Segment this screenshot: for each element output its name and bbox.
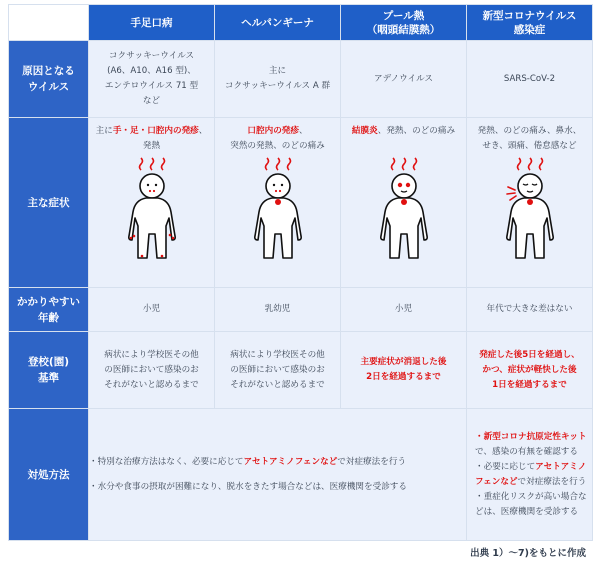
age-covid: 年代で大きな差はない (467, 288, 593, 332)
row-header-line: かかりやすい (17, 295, 80, 308)
row-cause (9, 41, 593, 118)
source-note: 出典 1）～7)をもとに作成 (470, 548, 586, 559)
row-age (9, 288, 593, 332)
row-header-line: 原因となる (22, 65, 75, 77)
person-red-eyes-icon (369, 156, 439, 260)
comparison-table (8, 4, 593, 541)
cause-herpangina: 主に コクサッキーウイルス A 群 (215, 41, 341, 118)
column-header-line: 手足口病 (130, 16, 173, 29)
row-symptoms (9, 118, 593, 288)
school-covid: 発症した後5日を経過し、 かつ、症状が軽快した後 1日を経過するまで (467, 332, 593, 409)
row-header-line: 登校(園) (27, 356, 70, 368)
column-header-line: ヘルパンギーナ (241, 16, 314, 29)
treatment-covid: ・新型コロナ抗原定性キット で、感染の有無を確認する ・必要に応じてアセトアミノ フェンなどで対症療法を行う ・重症化リスクが高い場合な どは、医療機関を受診する (467, 409, 593, 541)
column-header-line: 感染症 (513, 23, 546, 36)
cause-hfmd: コクサッキーウイルス (A6、A10、A16 型)、 エンテロウイルス 71 型 など (89, 41, 215, 118)
row-header-line: ウイルス (27, 81, 70, 93)
symptoms-herpangina-text: 口腔内の発疹、 突然の発熱、のどの痛み (230, 126, 325, 151)
age-herpangina: 乳幼児 (215, 288, 341, 332)
treatment-common (89, 409, 467, 541)
row-header-school (9, 332, 89, 409)
symptoms-hfmd-text: 主に手・足・口腔内の発疹、 発熱 (95, 126, 208, 151)
col-header-herpangina (215, 5, 341, 41)
row-header-cause (9, 41, 89, 118)
treatment-common-line-1: ・特別な治療方法はなく、必要に応じてアセトアミノフェンなどで対症療法を行う (89, 456, 407, 467)
col-header-covid (467, 5, 593, 41)
symptoms-hfmd (89, 118, 215, 288)
column-header-line: （咽頭結膜熱） (366, 23, 441, 36)
school-pool-fever: 主要症状が消退した後 2日を経過するまで (341, 332, 467, 409)
treatment-common-line-2: ・水分や食事の摂取が困難になり、脱水をきたす場合などは、医療機関を受診する (89, 481, 407, 492)
age-pool-fever: 小児 (341, 288, 467, 332)
row-header-line: 基準 (38, 372, 59, 384)
row-header-age (9, 288, 89, 332)
cause-pool-fever: アデノウイルス (341, 41, 467, 118)
symptoms-covid-text: 発熱、のどの痛み、鼻水、 せき、頭痛、倦怠感など (477, 126, 582, 151)
row-school (9, 332, 593, 409)
row-header-treatment: 対処方法 (9, 409, 89, 541)
age-hfmd: 小児 (89, 288, 215, 332)
column-header-line: プール熱 (382, 9, 425, 22)
col-header-pool-fever (341, 5, 467, 41)
person-rash-hands-feet-icon (117, 156, 187, 260)
symptoms-herpangina (215, 118, 341, 288)
school-hfmd: 病状により学校医その他 の医師において感染のお それがないと認めるまで (89, 332, 215, 409)
column-header-line: 新型コロナウイルス (482, 9, 577, 22)
symptoms-covid (467, 118, 593, 288)
symptoms-pool-text: 結膜炎、発熱、のどの痛み (351, 126, 456, 136)
row-header-line: 年齢 (38, 311, 59, 324)
row-header-symptoms: 主な症状 (9, 118, 89, 288)
school-herpangina: 病状により学校医その他 の医師において感染のお それがないと認めるまで (215, 332, 341, 409)
row-treatment (9, 409, 593, 541)
col-header-hfmd (89, 5, 215, 41)
column-header-row (9, 5, 593, 41)
person-fever-throat-icon (243, 156, 313, 260)
corner-cell (9, 5, 89, 41)
person-coughing-icon (495, 156, 565, 260)
symptoms-pool-fever (341, 118, 467, 288)
cause-covid: SARS-CoV-2 (467, 41, 593, 118)
